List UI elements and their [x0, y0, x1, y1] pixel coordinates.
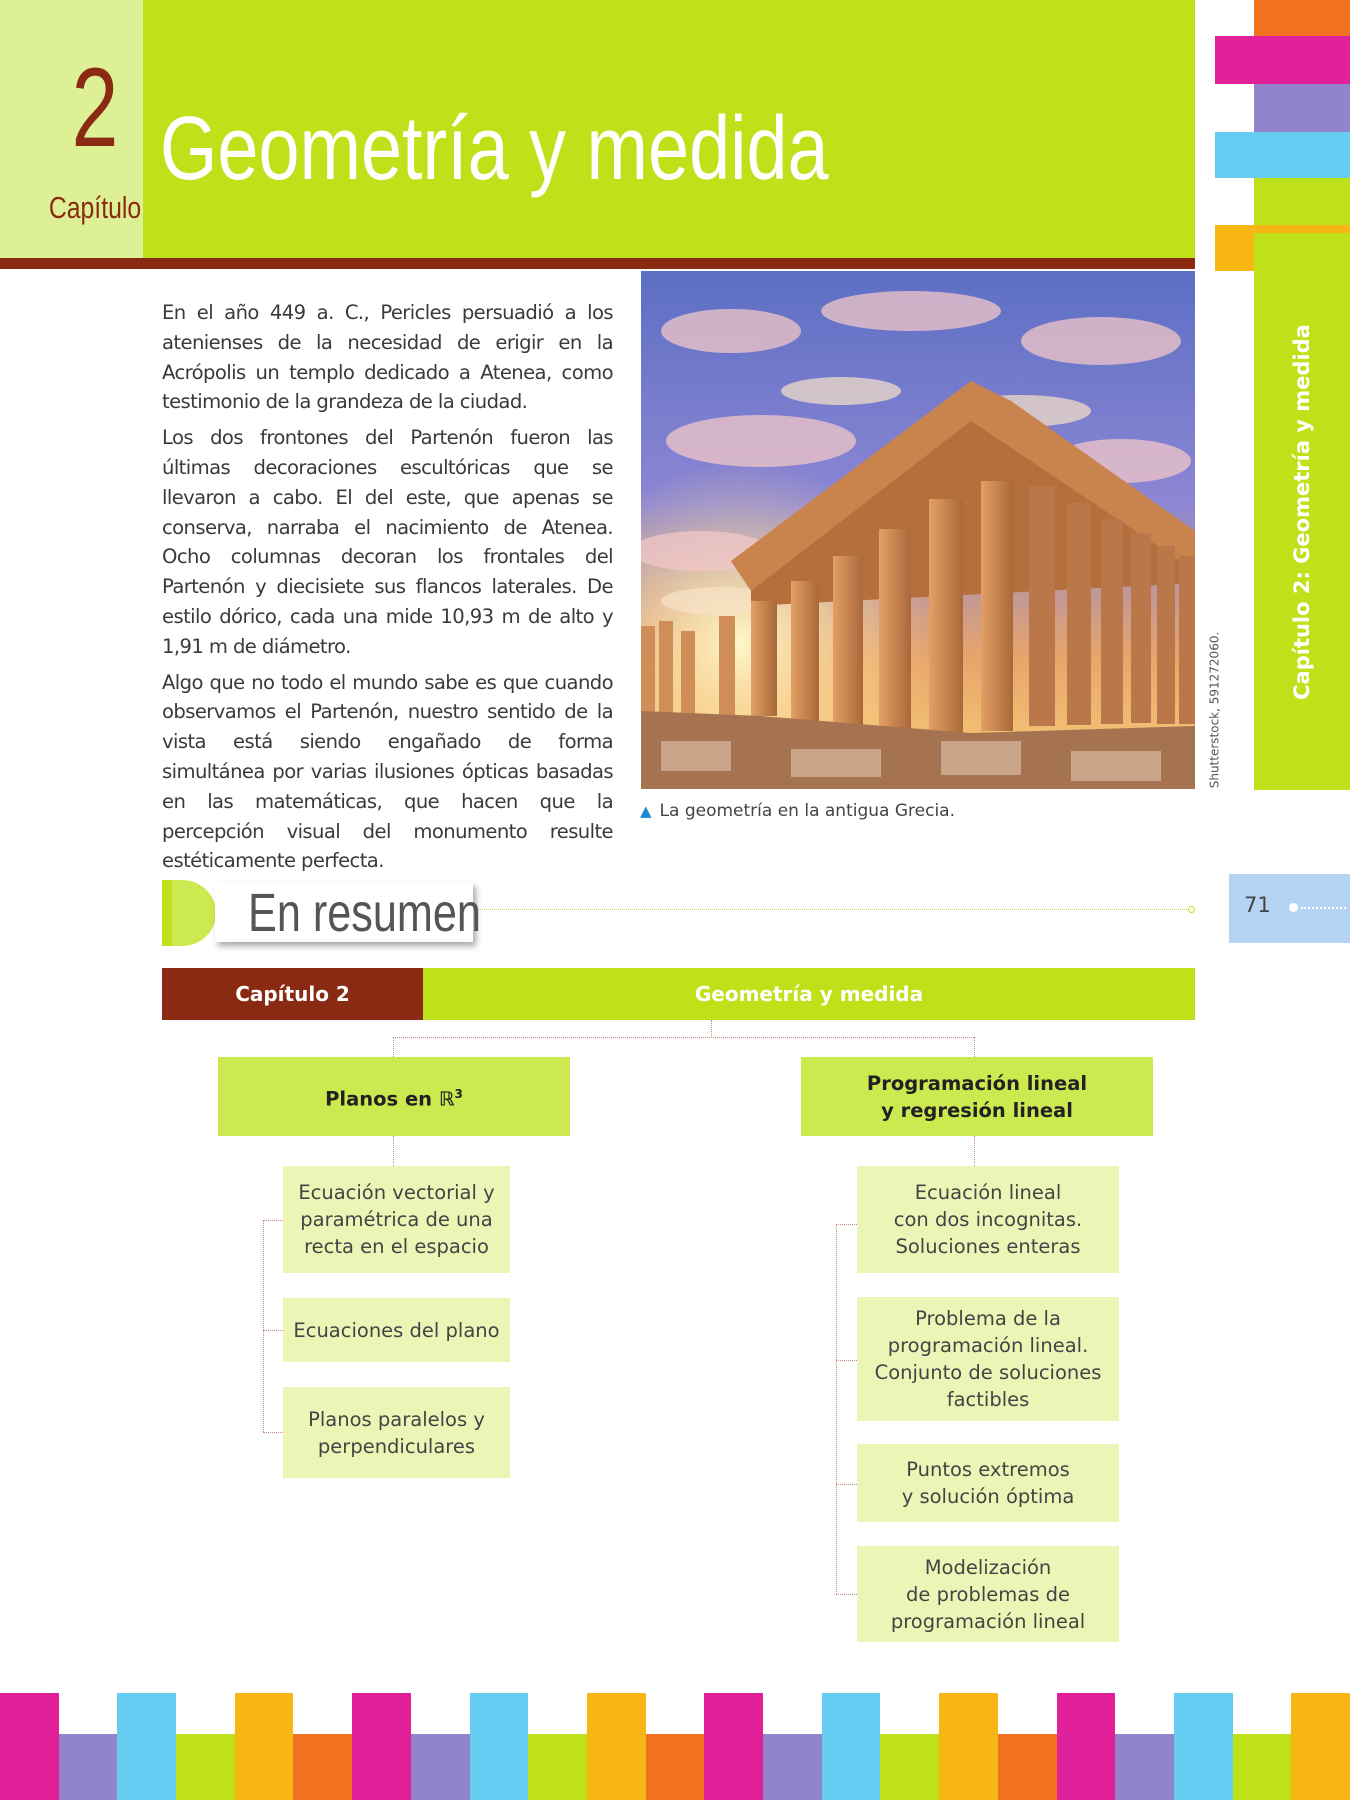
stripe-block: [293, 1734, 352, 1800]
subtopic-item: Ecuación lineal con dos incognitas. Soluciones enteras: [857, 1166, 1119, 1273]
connector: [393, 1037, 394, 1057]
stripe-block: [1291, 1693, 1350, 1800]
photo-caption: ▲ La geometría en la antigua Grecia.: [640, 801, 955, 821]
bar-chapter: Capítulo 2: [162, 968, 423, 1020]
connector: [263, 1330, 283, 1331]
connector: [393, 1037, 974, 1038]
intro-paragraph: Algo que no todo el mundo sabe es que cuando observamos el Partenón, nuestro sentido de la vista está siendo engañado de forma simultánea por varias ilusiones ópticas basadas en las matemáticas, que hacen que la percepción visual del monumento resulte estéticamente perfecta.: [162, 670, 613, 873]
connector: [263, 1220, 283, 1221]
stripe-block: [822, 1693, 880, 1800]
page-dotted-line: [1301, 907, 1346, 909]
stripe-block: [1115, 1734, 1174, 1800]
subtopic-item: Puntos extremos y solución óptima: [857, 1444, 1119, 1522]
connector: [263, 1432, 283, 1433]
stripe-block: [998, 1734, 1057, 1800]
stripe-block: [117, 1693, 176, 1800]
intro-text: [162, 298, 613, 882]
subtopic-item: Ecuaciones del plano: [283, 1298, 510, 1362]
stripe-block: [352, 1693, 411, 1800]
stripe-block: [235, 1693, 293, 1800]
deco-block: [1215, 36, 1350, 84]
deco-block: [1254, 0, 1350, 36]
connector: [836, 1594, 857, 1595]
topic-programacion: Programación lineal y regresión lineal: [801, 1057, 1153, 1136]
summary-title: En resumen: [248, 883, 481, 943]
deco-block: [1215, 132, 1350, 178]
stripe-block: [59, 1734, 117, 1800]
subtopic-item: Planos paralelos y perpendiculares: [283, 1387, 510, 1478]
connector: [263, 1220, 264, 1432]
dotted-rule: [478, 909, 1191, 910]
chapter-number: 2: [71, 45, 119, 170]
intro-paragraph: Los dos frontones del Partenón fueron las últimas decoraciones escultóricas que se llevaron a cabo. El del este, que apenas se conserva, narraba el nacimiento de Atenea. Ocho columnas decoran los frontales del Partenón y diecisiete sus flancos laterales. De estilo dórico, cada una mide 10,93 m de alto y 1,91 m de diámetro.: [162, 426, 613, 658]
stripe-block: [1233, 1734, 1291, 1800]
deco-block: [1254, 178, 1350, 225]
stripe-block: [528, 1734, 587, 1800]
connector: [836, 1224, 857, 1225]
real-numbers-symbol: ℝ: [438, 1087, 455, 1111]
topic-planos: Planos en ℝ$^3$: [218, 1057, 570, 1136]
stripe-block: [587, 1693, 646, 1800]
page-number: 71: [1244, 893, 1271, 917]
stripe-block: [763, 1734, 822, 1800]
stripe-block: [646, 1734, 704, 1800]
stripe-block: [0, 1693, 59, 1800]
rule-end-dot: [1188, 906, 1195, 913]
chapter-word: Capítulo: [48, 190, 142, 225]
photo-credit: Shutterstock, 591272060.: [1207, 631, 1221, 789]
d-tab-icon: [162, 880, 216, 946]
stripe-block: [411, 1734, 470, 1800]
intro-paragraph: En el año 449 a. C., Pericles persuadió a los atenienses de la necesidad de erigir en la Acrópolis un templo dedicado a Atenea, como testimonio de la grandeza de la ciudad.: [162, 301, 613, 414]
connector: [974, 1136, 975, 1166]
page-dot-icon: [1289, 903, 1298, 912]
deco-block: [1254, 84, 1350, 132]
stripe-block: [1057, 1693, 1115, 1800]
connector: [711, 1020, 712, 1038]
connector: [393, 1136, 394, 1166]
page-title: Geometría y medida: [160, 99, 829, 199]
stripe-block: [704, 1693, 763, 1800]
triangle-icon: ▲: [640, 802, 652, 820]
subtopic-item: Ecuación vectorial y paramétrica de una recta en el espacio: [283, 1166, 510, 1273]
subtopic-item: Modelización de problemas de programación lineal: [857, 1546, 1119, 1642]
connector: [836, 1360, 857, 1361]
bar-chapter-title: Geometría y medida: [423, 968, 1195, 1020]
stripe-block: [939, 1693, 998, 1800]
connector: [836, 1224, 837, 1594]
parthenon-photo: [641, 271, 1195, 789]
connector: [974, 1037, 975, 1057]
stripe-block: [1174, 1693, 1233, 1800]
connector: [836, 1484, 857, 1485]
stripe-block: [880, 1734, 939, 1800]
title-rule: [0, 258, 1195, 269]
subtopic-item: Problema de la programación lineal. Conjunto de soluciones factibles: [857, 1297, 1119, 1421]
stripe-block: [176, 1734, 235, 1800]
side-chapter-label: Capítulo 2: Geometría y medida: [1290, 323, 1315, 700]
stripe-block: [470, 1693, 528, 1800]
